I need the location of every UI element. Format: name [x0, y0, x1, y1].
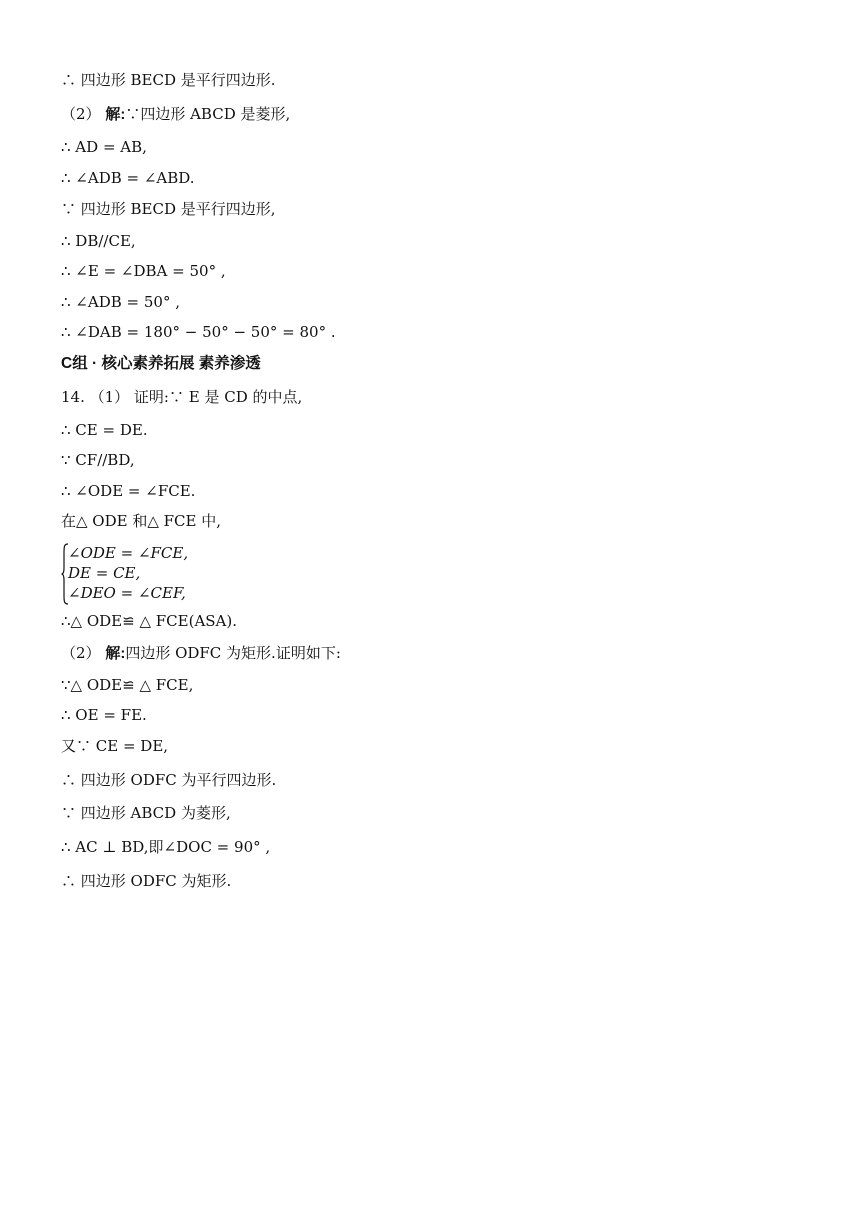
solution-label: 解: [105, 645, 126, 662]
text-line: ∴ OE = FE. [61, 706, 147, 724]
text-line: 又∵ CE = DE, [61, 737, 169, 755]
text-line: ∵ 四边形 BECD 是平行四边形, [61, 200, 276, 218]
line-content: 四边形 ODFC 为矩形.证明如下: [125, 644, 341, 662]
solution-label: 解: [105, 106, 126, 123]
text-line: ∴ ∠E = ∠DBA = 50° , [61, 262, 226, 280]
text-line: ∴ AD = AB, [61, 138, 147, 156]
text-line: ∴ ∠ODE = ∠FCE. [61, 482, 196, 500]
system-equation-2: DE = CE, [68, 564, 141, 582]
part-label: （2） [61, 105, 106, 123]
section-heading: C组 · 核心素养拓展 素养渗透 [61, 355, 261, 372]
text-line: ∴ 四边形 BECD 是平行四边形. [61, 71, 276, 89]
text-line: ∵ 四边形 ABCD 为菱形, [61, 804, 231, 822]
text-line: ∴ ∠ADB = ∠ABD. [61, 169, 195, 187]
part-label: （2） [61, 644, 106, 662]
text-line: ∴ DB//CE, [61, 232, 136, 250]
text-line: ∴ CE = DE. [61, 421, 148, 439]
text-line [61, 104, 290, 125]
equation-system [61, 543, 261, 605]
line-content: ∵四边形 ABCD 是菱形, [125, 105, 291, 123]
text-line: 14. （1） 证明:∵ E 是 CD 的中点, [61, 388, 303, 406]
text-line: ∴△ ODE≌ △ FCE(ASA). [61, 612, 238, 630]
text-line: ∴ ∠DAB = 180° − 50° − 50° = 80° . [61, 323, 336, 341]
system-equation-1: ∠ODE = ∠FCE, [68, 544, 189, 562]
text-line: 在△ ODE 和△ FCE 中, [61, 512, 222, 530]
text-line: ∴ 四边形 ODFC 为矩形. [61, 872, 232, 890]
text-line: ∵△ ODE≌ △ FCE, [61, 676, 194, 694]
text-line: ∴ 四边形 ODFC 为平行四边形. [61, 771, 277, 789]
text-line: ∴ ∠ADB = 50° , [61, 293, 180, 311]
text-line [61, 643, 341, 664]
text-line: ∵ CF//BD, [61, 451, 135, 469]
system-equation-3: ∠DEO = ∠CEF, [68, 584, 186, 602]
text-line: ∴ AC ⊥ BD,即∠DOC = 90° , [61, 838, 271, 856]
